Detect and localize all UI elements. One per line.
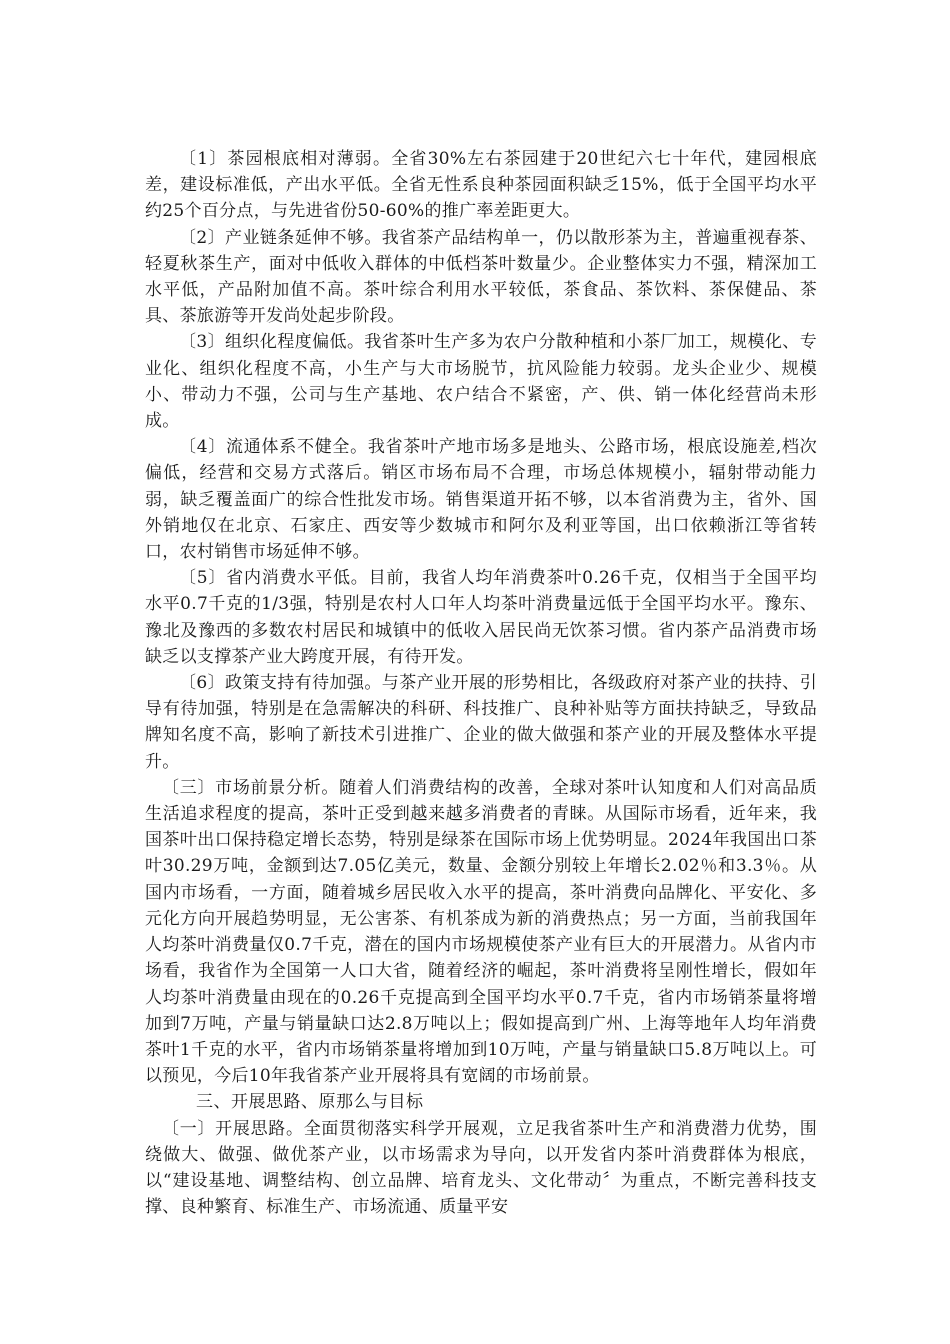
section-heading: 三、开展思路、原那么与目标 [196,1092,424,1113]
paragraph-consumption-level: 〔5〕省内消费水平低。目前，我省人均年消费茶叶0.26千克，仅相当于全国平均水平0.7千克的1/3强，特别是农村人口年人均茶叶消费量远低于全国平均水平。豫东、豫北及豫西的多数农村居民和城镇中的低收入居民尚无饮茶习惯。省内茶产品消费市场缺乏以支撑茶产业大跨度开展，有待开发。 [145,568,817,667]
paragraph-development-ideas: 〔一〕开展思路。全面贯彻落实科学开展观，立足我省茶叶生产和消费潜力优势，围绕做大、做强、做优茶产业，以市场需求为导向，以开发省内茶叶消费群体为根底，以“建设基地、调整结构、创立品牌、培育龙头、文化带动〞为重点，不断完善科技支撑、良种繁育、标准生产、市场流通、质量平安 [145,1118,817,1218]
document-body [145,146,817,1220]
paragraph-market-outlook: 〔三〕市场前景分析。随着人们消费结构的改善，全球对茶叶认知度和人们对高品质生活追求程度的提高，茶叶正受到越来越多消费者的青睐。从国际市场看，近年来，我国茶叶出口保持稳定增长态势，特别是绿茶在国际市场上优势明显。2024年我国出口茶叶30.29万吨，金额到达7.05亿美元，数量、金额分别较上年增长2.02％和3.3％。从国内市场看，一方面，随着城乡居民收入水平的提高，茶叶消费向品牌化、平安化、多元化方向开展趋势明显，无公害茶、有机茶成为新的消费热点；另一方面，当前我国年人均茶叶消费量仅0.7千克，潜在的国内市场规模使茶产业有巨大的开展潜力。从省内市场看，我省作为全国第一人口大省，随着经济的崛起，茶叶消费将呈刚性增长，假如年人均茶叶消费量由现在的0.26千克提高到全国平均水平0.7千克，省内市场销茶量将增加到7万吨，产量与销量缺口达2.8万吨以上；假如提高到广州、上海等地年人均年消费茶叶1千克的水平，省内市场销茶量将增加到10万吨，产量与销量缺口5.8万吨以上。可以预见，今后10年我省茶产业开展将具有宽阔的市场前景。 [145,777,818,1087]
paragraph-industry-chain: 〔2〕产业链条延伸不够。我省茶产品结构单一，仍以散形茶为主，普遍重视春茶、轻夏秋茶生产，面对中低收入群体的中低档茶叶数量少。企业整体实力不强，精深加工水平低，产品附加值不高。茶叶综合利用水平较低，茶食品、茶饮料、茶保健品、茶具、茶旅游等开发尚处起步阶段。 [145,227,817,327]
paragraph-tea-garden-foundation: 〔1〕茶园根底相对薄弱。全省30%左右茶园建于20世纪六七十年代，建园根底差，建设标准低，产出水平低。全省无性系良种茶园面积缺乏15%，低于全国平均水平约25个百分点，与先进省份50-60%的推广率差距更大。 [145,149,817,222]
paragraph-organization-level: 〔3〕组织化程度偏低。我省茶叶生产多为农户分散种植和小茶厂加工，规模化、专业化、组织化程度不高，小生产与大市场脱节，抗风险能力较弱。龙头企业少、规模小、带动力不强，公司与生产基地、农户结合不紧密，产、供、销一体化经营尚未形成。 [145,332,817,432]
paragraph-policy-support: 〔6〕政策支持有待加强。与茶产业开展的形势相比，各级政府对茶产业的扶持、引导有待加强，特别是在急需解决的科研、科技推广、良种补贴等方面扶持缺乏，导致品牌知名度不高，影响了新技术引进推广、企业的做大做强和茶产业的开展及整体水平提升。 [145,673,817,772]
paragraph-circulation-system: 〔4〕流通体系不健全。我省茶叶产地市场多是地头、公路市场，根底设施差,档次偏低，经营和交易方式落后。销区市场布局不合理，市场总体规模小，辐射带动能力弱，缺乏覆盖面广的综合性批发市场。销售渠道开拓不够，以本省消费为主，省外、国外销地仅在北京、石家庄、西安等少数城市和阿尔及利亚等国，出口依赖浙江等省转口，农村销售市场延伸不够。 [145,437,817,563]
